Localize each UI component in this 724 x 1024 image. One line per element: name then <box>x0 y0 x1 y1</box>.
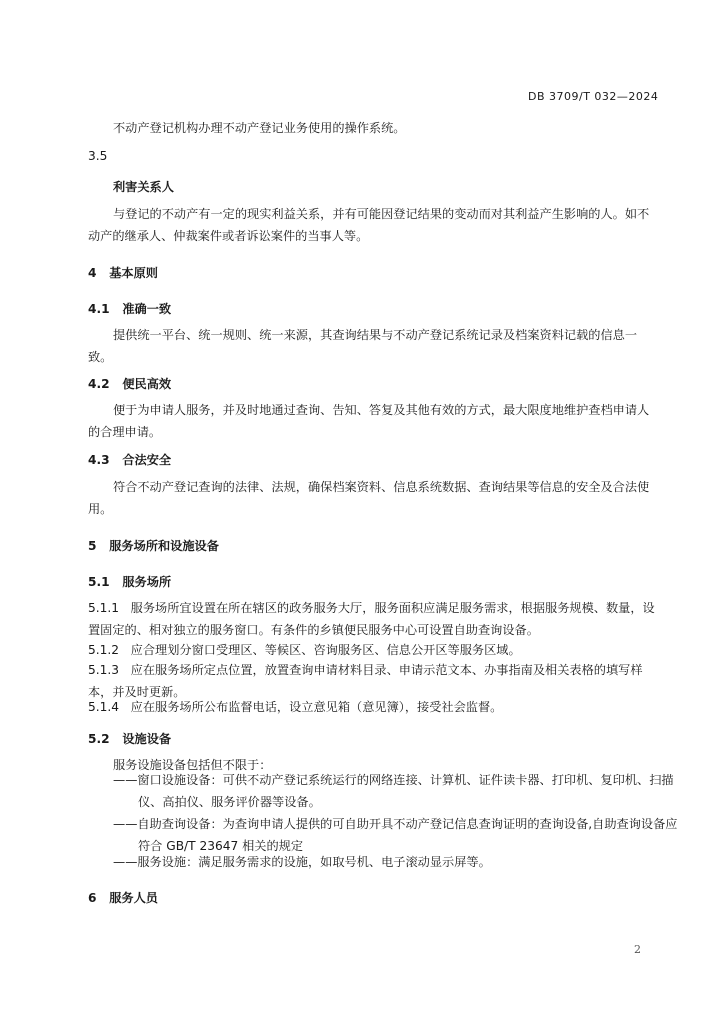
section-5-2-heading <box>88 730 171 747</box>
section-5-2-lead: 服务设施设备包括但不限于： <box>113 758 272 772</box>
section-5-1-title: 服务场所 <box>122 575 172 589</box>
section-5-1-1-text: 服务场所宜设置在所在辖区的政务服务大厅，服务面积应满足服务需求，根据服务规模、数量，设置固定的、相对独立的服务窗口。有条件的乡镇便民服务中心可设置自助查询设备。 <box>88 601 655 637</box>
section-5-1-1-number: 5.1.1 <box>88 601 120 615</box>
section-4-1-text: 提供统一平台、统一规则、统一来源，其查询结果与不动产登记系统记录及档案资料记载的信息一致。 <box>88 328 638 364</box>
section-4-1-title: 准确一致 <box>122 302 172 316</box>
section-5-title: 服务场所和设施设备 <box>109 539 219 553</box>
section-6-heading <box>88 889 158 906</box>
section-5-1-heading <box>88 573 171 590</box>
section-3-5-definition: 与登记的不动产有一定的现实利益关系，并有可能因登记结果的变动而对其利益产生影响的人。如不动产的继承人、仲裁案件或者诉讼案件的当事人等。 <box>88 207 650 243</box>
section-5-1-3-clause <box>88 659 658 703</box>
document-id-header: DB 3709/T 032—2024 <box>528 90 659 103</box>
section-3-5-number: 3.5 <box>88 149 108 163</box>
section-5-1-number: 5.1 <box>88 575 110 589</box>
section-4-2-number: 4.2 <box>88 377 110 391</box>
section-4-title: 基本原则 <box>109 266 158 280</box>
page-number: 2 <box>634 943 641 956</box>
section-4-2-text: 便于为申请人服务，并及时地通过查询、告知、答复及其他有效的方式，最大限度地维护查档申请人的合理申请。 <box>88 403 650 439</box>
section-5-2-title: 设施设备 <box>122 732 172 746</box>
section-4-1-number: 4.1 <box>88 302 110 316</box>
intro-line: 不动产登记机构办理不动产登记业务使用的操作系统。 <box>113 121 406 135</box>
section-4-1-heading <box>88 300 171 317</box>
section-3-5-term: 利害关系人 <box>113 180 174 194</box>
section-5-1-3-number: 5.1.3 <box>88 663 120 677</box>
section-5-1-4-number: 5.1.4 <box>88 700 120 714</box>
list-item-self-service-equipment: ——自助查询设备：为查询申请人提供的可自助开具不动产登记信息查询证明的查询设备,自助查询设备应符合 GB/T 23647 相关的规定 <box>113 817 678 853</box>
section-5-1-2-number: 5.1.2 <box>88 643 120 657</box>
list-item-service-facilities: ——服务设施：满足服务需求的设施，如取号机、电子滚动显示屏等。 <box>113 855 491 869</box>
section-5-1-3-text: 应在服务场所定点位置，放置查询申请材料目录、申请示范文本、办事指南及相关表格的填写样本，并及时更新。 <box>88 663 643 699</box>
section-5-1-4-clause <box>88 698 502 715</box>
section-4-3-number: 4.3 <box>88 453 110 467</box>
section-6-title: 服务人员 <box>109 891 158 905</box>
section-4-3-heading <box>88 451 171 468</box>
list-item-window-equipment: ——窗口设施设备：可供不动产登记系统运行的网络连接、计算机、证件读卡器、打印机、复印机、扫描仪、高拍仪、服务评价器等设备。 <box>113 773 674 809</box>
section-5-2-number: 5.2 <box>88 732 110 746</box>
section-4-3-title: 合法安全 <box>122 453 172 467</box>
section-5-1-2-clause <box>88 641 521 658</box>
section-4-number: 4 <box>88 266 97 280</box>
section-6-number: 6 <box>88 891 97 905</box>
section-4-heading <box>88 264 158 281</box>
section-4-3-text: 符合不动产登记查询的法律、法规，确保档案资料、信息系统数据、查询结果等信息的安全及合法使用。 <box>88 480 650 516</box>
section-4-2-heading <box>88 375 171 392</box>
section-5-number: 5 <box>88 539 97 553</box>
section-5-1-4-text: 应在服务场所公布监督电话，设立意见箱（意见簿），接受社会监督。 <box>130 700 503 714</box>
section-4-2-title: 便民高效 <box>122 377 172 391</box>
section-5-1-1-clause <box>88 597 658 641</box>
section-5-1-2-text: 应合理划分窗口受理区、等候区、咨询服务区、信息公开区等服务区域。 <box>130 643 521 657</box>
section-5-heading <box>88 537 219 554</box>
